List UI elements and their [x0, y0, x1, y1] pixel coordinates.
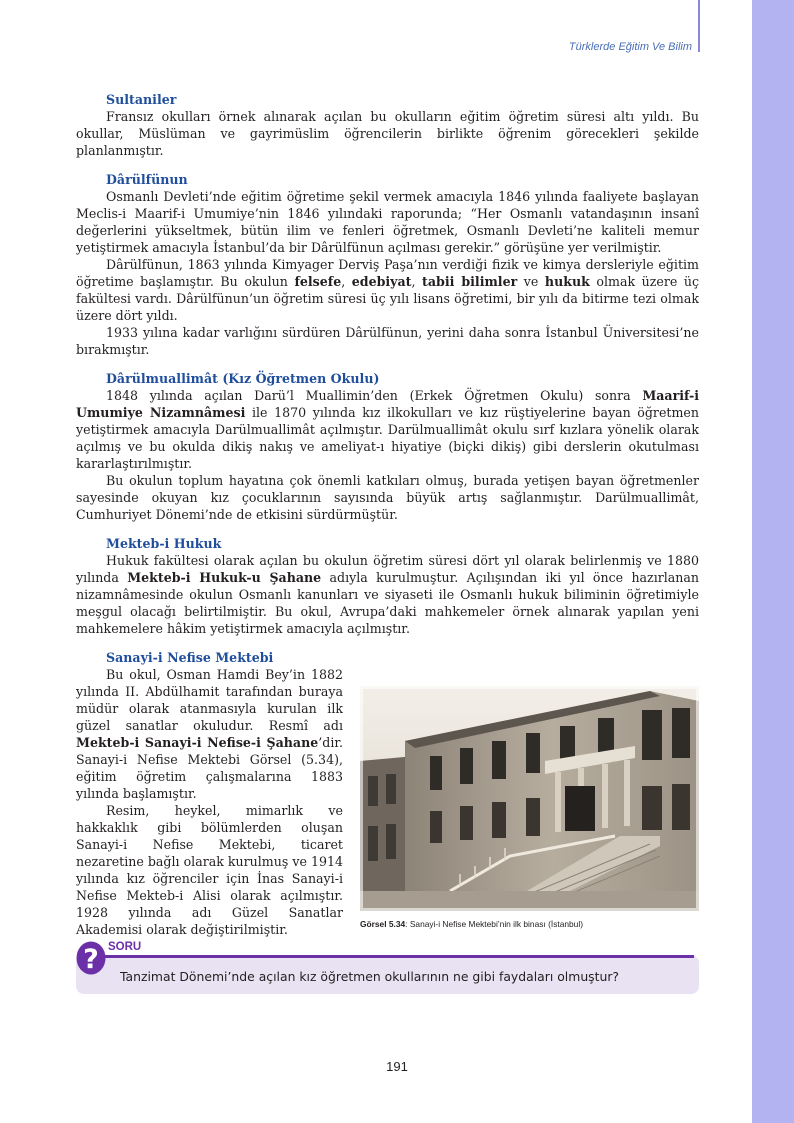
- figure: [360, 686, 699, 938]
- two-column-block: [76, 666, 699, 938]
- building-photo: [360, 686, 699, 911]
- section-sanayi-i-nefise: [76, 649, 699, 938]
- page-number: 191: [386, 1059, 408, 1074]
- paragraph: Osmanlı Devleti’nde eğitim öğretime şekil vermek amacıyla 1846 yılında faaliyete başlayan Meclis-i Maarif-i Umumiye’nin 1846 yılındaki raporunda; “Her Osmanlı vatandaşının insanî değerlerini yükseltmek, bütün ilim ve fenleri öğretmek, Osmanlı Devleti’ne kaliteli memur yetiştirmek amacıyla İstanbul’da bir Dârülfünun açılması gerekir.” görüşüne yer verilmiştir.: [76, 189, 699, 255]
- section-title: Dârülfünun: [106, 172, 188, 187]
- page-content: [76, 91, 699, 950]
- bold-term: Mekteb-i Hukuk-u Şahane: [127, 570, 322, 585]
- question-rule: [104, 955, 694, 958]
- figure-caption: Görsel 5.34: Sanayi-i Nefise Mektebi’nin ilk binası (İstanbul): [360, 919, 583, 929]
- caption-label: Görsel 5.34: [360, 919, 406, 929]
- paragraph: 1933 yılına kadar varlığını sürdüren Dârülfünun, yerini daha sonra İstanbul Üniversitesi’ne bırakmıştır.: [76, 325, 699, 357]
- bold-term: hukuk: [544, 274, 590, 289]
- bold-term: felsefe: [294, 274, 342, 289]
- paragraph: Bu okulun toplum hayatına çok önemli katkıları olmuş, burada yetişen bayan öğretmenler sayesinde okuyan kız çocuklarının sayısında büyük artış sağlanmıştır. Darülmuallimât, Cumhuriyet Dönemi’nde de etkisini sürdürmüştür.: [76, 473, 699, 522]
- paragraph: Bu okul, Osman Hamdi Bey’in 1882 yılında II. Abdülhamit tarafından buraya müdür olarak atanmasıyla kurulan ilk güzel sanatlar okuludur. Resmî adı Mekteb-i Sanayi-i Nefise-i Şahane’dir. Sanayi-i Nefise Mektebi Görsel (5.34), eğitim öğretim çalışmalarına 1883 yılında başlamıştır.: [76, 667, 343, 801]
- paragraph: Resim, heykel, mimarlık ve hakkaklık gibi bölümlerden oluşan Sanayi-i Nefise Mektebi, ticaret nezaretine bağlı olarak kurulmuş ve 1914 yılında kız öğrenciler için İnas Sanayi-i Nefise Mekteb-i Alisi olarak açılmıştır. 1928 yılında adı Güzel Sanatlar Akademisi olarak değiştirilmiştir.: [76, 803, 343, 937]
- svg-text:?: ?: [83, 944, 99, 975]
- section-darulmuallimat: [76, 370, 699, 523]
- text-column: [76, 666, 343, 938]
- question-label: SORU: [108, 941, 142, 953]
- bold-term: edebiyat: [351, 274, 412, 289]
- bold-term: Mekteb-i Sanayi-i Nefise-i Şahane: [76, 735, 319, 750]
- section-title: Sanayi-i Nefise Mektebi: [106, 650, 274, 665]
- bold-term: tabii bilimler: [422, 274, 518, 289]
- paragraph: Hukuk fakültesi olarak açılan bu okulun öğretim süresi dört yıl olarak belirlenmiş ve 1880 yılında Mekteb-i Hukuk-u Şahane adıyla kurulmuştur. Açılışından iki yıl önce hazırlanan nizamnâmesinde okulun Osmanlı kanunları ve siyaseti ile Osmanlı hukuk biliminin öğretimiyle meşgul olacağı belirtilmiştir. Bu okul, Avrupa’daki mahkemeler örnek alınarak yapılan yeni mahkemelere hâkim yetiştirmek amacıyla açılmıştır.: [76, 553, 700, 636]
- running-head: Türklerde Eğitim Ve Bilim: [568, 41, 692, 53]
- paragraph: Fransız okulları örnek alınarak açılan bu okulların eğitim öğretim süresi altı yıldı. Bu okullar, Müslüman ve gayrimüslim öğrencilerin birlikte öğrenim görecekleri şekilde planlanmıştır.: [76, 109, 699, 158]
- paragraph: Dârülfünun, 1863 yılında Kimyager Derviş Paşa’nın verdiği fizik ve kimya dersleriyle eğitim öğretime başlamıştır. Bu okulun felsefe, edebiyat, tabii bilimler ve hukuk olmak üzere üç fakültesi vardı. Dârülfünun’un öğretim süresi üç yılı lisans öğretimi, bir yılı da bitirme tezi olmak üzere dört yıldı.: [76, 257, 700, 323]
- bold-term: Maarif-i Umumiye Nizamnâmesi: [76, 388, 699, 420]
- paragraph: 1848 yılında açılan Darü’l Muallimin’den (Erkek Öğretmen Okulu) sonra Maarif-i Umumiye Nizamnâmesi ile 1870 yılında kız ilkokulları ve kız rüştiyelerine bayan öğretmen yetiştirmek amacıyla Darülmuallimât açılmıştır. Darülmuallimât okulu sırf kızlara yönelik olarak açılmış ve bu okulda dikiş nakış ve ameliyat-ı hiyatiye (biçki dikiş) gibi derslerin okutulması kararlaştırılmıştır.: [76, 388, 699, 471]
- section-title: Dârülmuallimât (Kız Öğretmen Okulu): [106, 371, 380, 386]
- section-mekteb-i-hukuk: [76, 535, 699, 637]
- section-sultaniler: [76, 91, 699, 159]
- question-box: [76, 941, 699, 995]
- section-title: Mekteb-i Hukuk: [106, 536, 222, 551]
- question-text: Tanzimat Dönemi’nde açılan kız öğretmen okullarının ne gibi faydaları olmuştur?: [120, 969, 620, 984]
- section-title: Sultaniler: [106, 92, 177, 107]
- side-color-band: [752, 0, 794, 1123]
- header-rule: [698, 0, 700, 52]
- question-mark-icon: [76, 941, 106, 975]
- section-darulfunun: [76, 171, 699, 358]
